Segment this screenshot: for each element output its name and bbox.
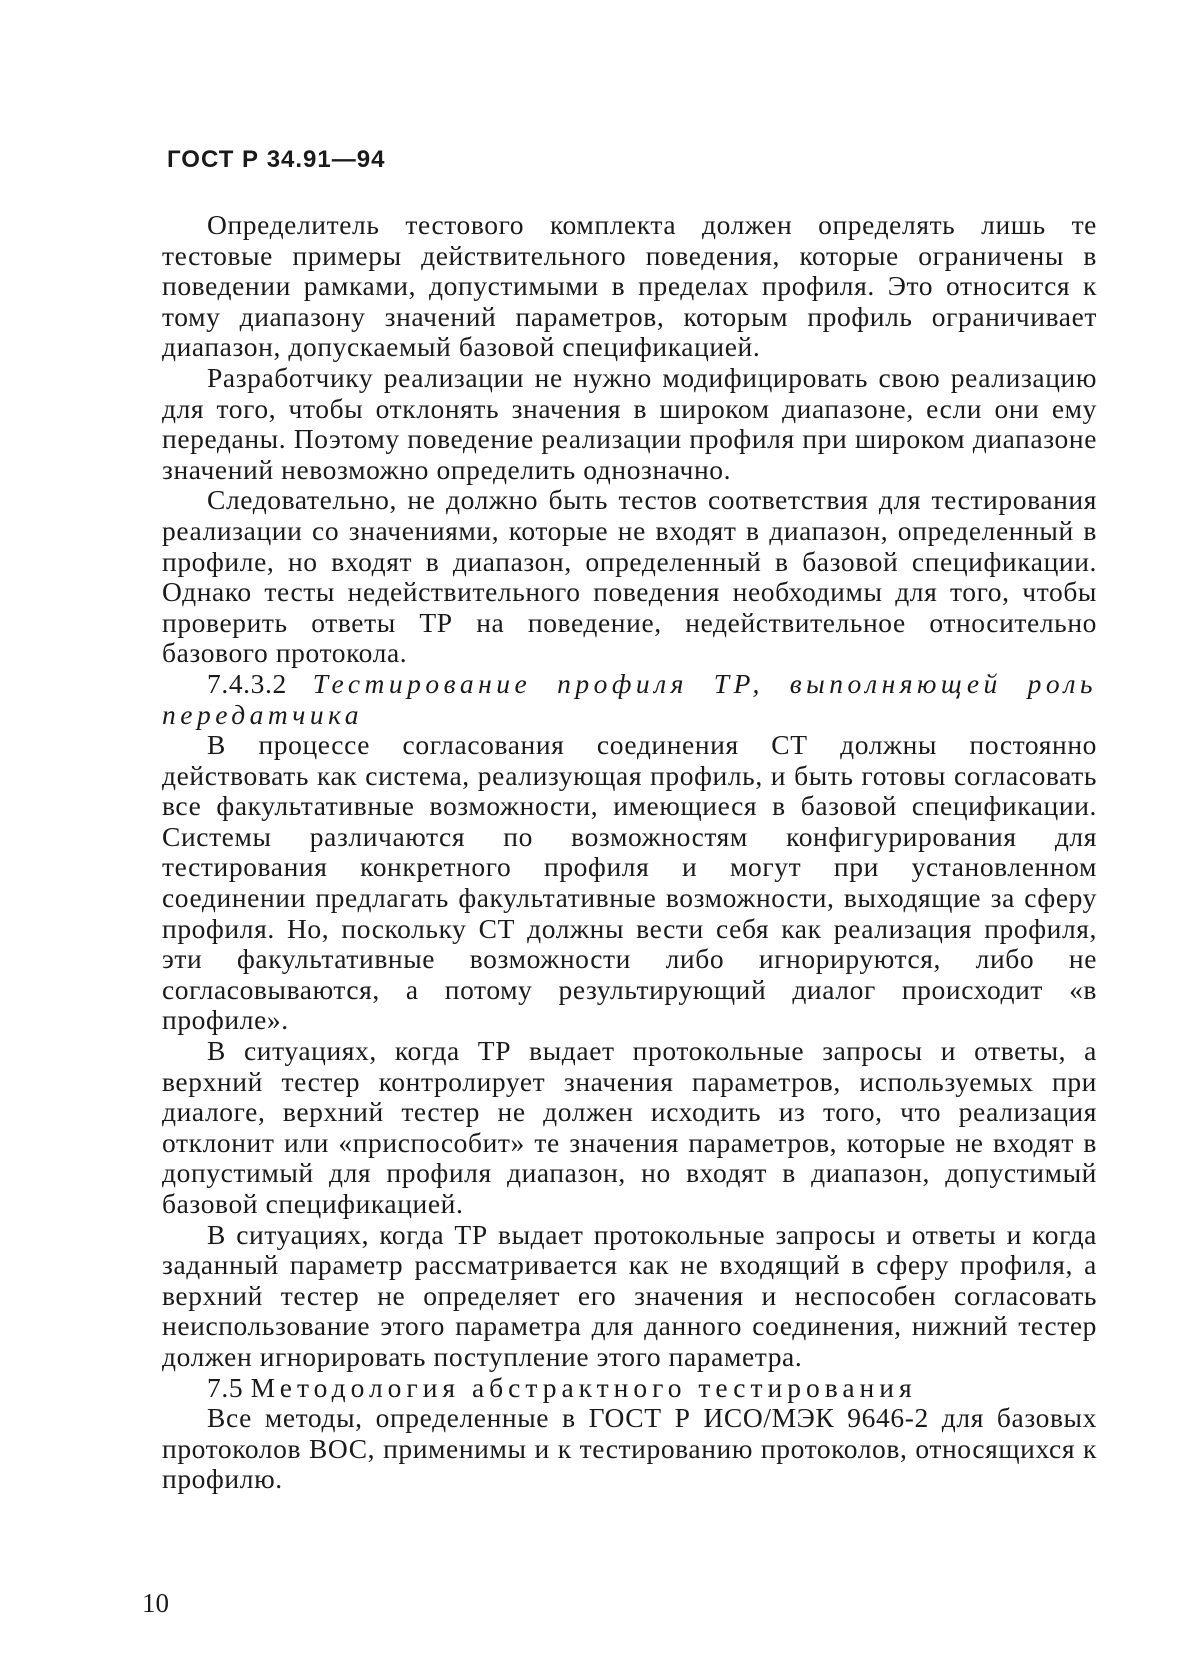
paragraph: В ситуациях, когда ТР выдает протокольные запросы и ответы, а верхний тестер контролирует значения параметров, используемых при диалоге, верхний тестер не должен исходить из того, что реализация отклонит или «приспособит» те значения параметров, которые не входят в допустимый для профиля диапазон, но входят в диапазон, допустимый базовой спецификацией. — [162, 1035, 1097, 1219]
paragraph: Следовательно, не должно быть тестов соответствия для тестирования реализации со значениями, которые не входят в диапазон, определенный в профиле, но входят в диапазон, определенный в базовой спецификации. Однако тесты недействительного поведения необходимы для того, чтобы проверить ответы ТР на поведение, недействительное относительно базового протокола. — [162, 484, 1097, 669]
section-heading-75 — [162, 1373, 1097, 1404]
section-number: 7.5 — [207, 1371, 244, 1403]
section-title: Тестирование профиля ТР, выполняющей роль передатчика — [162, 667, 1097, 730]
paragraph: В ситуациях, когда ТР выдает протокольные запросы и ответы и когда заданный параметр рассматривается как не входящий в сферу профиля, а верхний тестер не определяет его значения и неспособен согласовать неиспользование этого параметра для данного соединения, нижний тестер должен игнорировать поступление этого параметра. — [162, 1218, 1097, 1372]
paragraph: В процессе согласования соединения СТ должны постоянно действовать как система, реализующая профиль, и быть готовы согласовать все факультативные возможности, имеющиеся в базовой спецификации. Системы различаются по возможностям конфигурирования для тестирования конкретного профиля и могут при установленном соединении предлагать факультативные возможности, выходящие за сферу профиля. Но, поскольку СТ должны вести себя как реализация профиля, эти факультативные возможности либо игнорируются, либо не согласовываются, а потому результирующий диалог происходит «в профиле». — [162, 729, 1097, 1036]
document-header: ГОСТ Р 34.91—94 — [167, 146, 386, 173]
page-number: 10 — [142, 1588, 169, 1618]
section-heading-7432 — [162, 669, 1097, 730]
paragraph: Все методы, определенные в ГОСТ Р ИСО/МЭК 9646-2 для базовых протоколов ВОС, применимы и к тестированию протоколов, относящихся к профилю. — [162, 1402, 1097, 1495]
section-number: 7.4.3.2 — [207, 667, 287, 699]
body-text — [162, 210, 1097, 1495]
paragraph: Разработчику реализации не нужно модифицировать свою реализацию для того, чтобы отклонять значения в широком диапазоне, если они ему переданы. Поэтому поведение реализации профиля при широком диапазоне значений невозможно определить однозначно. — [162, 361, 1097, 485]
section-title: Методология абстрактного тестирования — [250, 1371, 917, 1403]
paragraph: Определитель тестового комплекта должен определять лишь те тестовые примеры действительного поведения, которые ограничены в поведении рамками, допустимыми в пределах профиля. Это относится к тому диапазону значений параметров, которым профиль ограничивает диапазон, допускаемый базовой спецификацией. — [162, 209, 1097, 363]
